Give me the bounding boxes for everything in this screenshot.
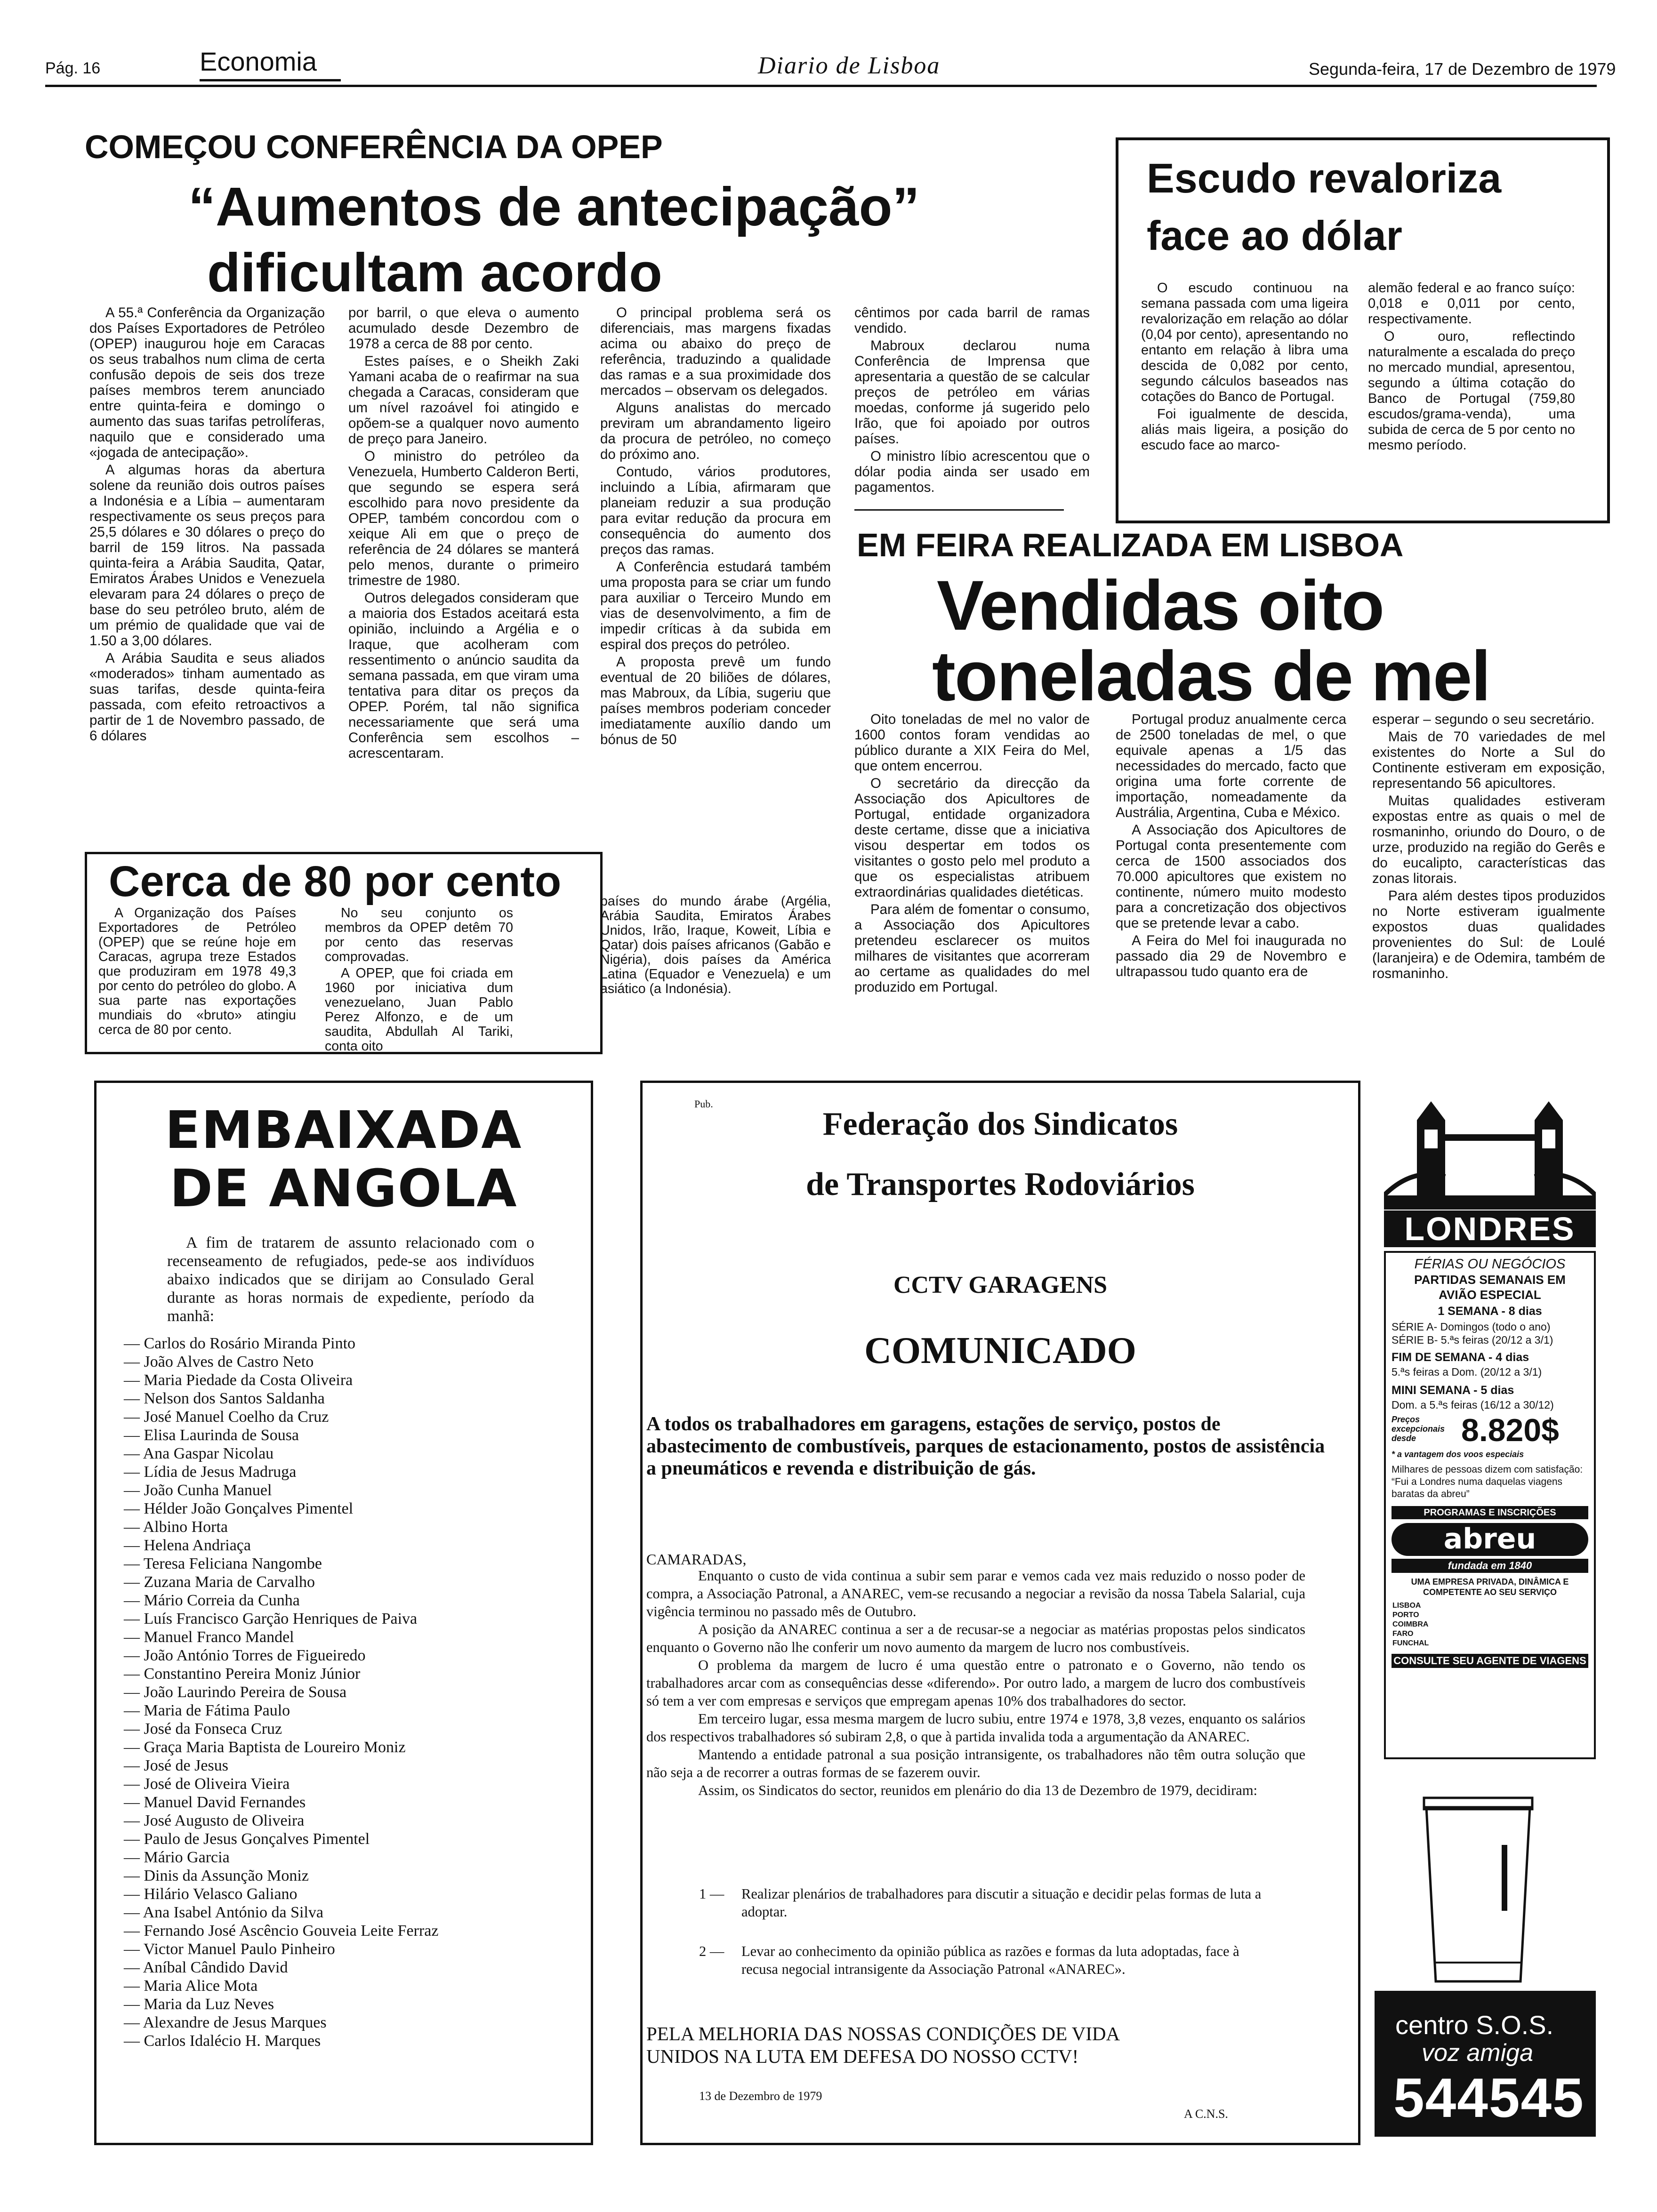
refugee-name: — João Alves de Castro Neto — [124, 1353, 576, 1371]
opep-paragraph: Contudo, vários produtores, incluindo a Líbia, afirmaram que planeiam reduzir a sua produção para evitar redução da procura em consequência do aumento dos preços das ramas. — [600, 464, 831, 557]
mel-paragraph: Para além de fomentar o consumo, a Associação dos Apicultores pretendeu esclarecer os muitos milhares de visitantes que acorreram ao certame as qualidades do mel produzido em Portugal. — [854, 902, 1090, 995]
federacao-title-1: Federação dos Sindicatos — [822, 1106, 1178, 1142]
refugee-name: — Helena Andriaça — [124, 1536, 576, 1555]
opep-end-rule — [854, 509, 1064, 511]
opep-paragraph: A Arábia Saudita e seus aliados «moderados» tinham aumentado as suas tarifas, desde quinta-feira passada, com efeito retroactivos a partir de 1 de Novembro passado, de 6 dólares — [89, 650, 325, 744]
londres-line: 1 SEMANA - 8 dias — [1438, 1305, 1542, 1318]
mel-paragraph: Oito toneladas de mel no valor de 1600 contos foram vendidas ao público durante a XIX Feira do Mel, que ontem encerrou. — [854, 712, 1090, 774]
federacao-signature: A C.N.S. — [1184, 2107, 1228, 2121]
abreu-founded: fundada em 1840 — [1392, 1559, 1588, 1573]
opep-paragraph: A algumas horas da abertura solene da reunião dois outros países a Indonésia e a Líbia – aumentaram respectivamente os seus preços para 25,5 dólares e 30 dólares o preço do barril de 159 litros. Na passada quinta-feira a Arábia Saudita, Qatar, Emiratos Árabes Unidos e Venezuela elevaram para 24 dólares o preço de base do seu petróleo bruto, além de um prémio de qualidade que vai de 1.50 a 3,00 dólares. — [89, 462, 325, 649]
opep-paragraph: O ministro do petróleo da Venezuela, Humberto Calderon Berti, que segundo se espera será escolhido para novo presidente da OPEP, também concordou com o xeique Ali em que o preço de referência de 24 dólares se manterá pelo menos, durante o primeiro trimestre de 1980. — [348, 449, 579, 588]
mel-paragraph: A Associação dos Apicultores de Portugal conta presentemente com cerca de 1500 associados dos 70.000 apicultores que existem no continente, número muito modesto para a concretização dos objectivos que se pretende levar a cabo. — [1116, 822, 1346, 931]
refugee-name: — Carlos Idalécio H. Marques — [124, 2032, 576, 2050]
londres-info-box — [1384, 1251, 1596, 1759]
agency-city: PORTO — [1392, 1611, 1419, 1619]
sos-ad — [1375, 1991, 1596, 2137]
agency-city: FARO — [1392, 1630, 1414, 1638]
mel-paragraph: Muitas qualidades estiveram expostas entre as quais o mel de rosmaninho, oriundo do Douro, o de urze, produzido na região do Gerês e do eucalipto, características das zonas litorais. — [1372, 793, 1605, 886]
agency-city: COIMBRA — [1392, 1620, 1429, 1628]
federacao-title-2: de Transportes Rodoviários — [806, 1166, 1195, 1202]
mel-kicker: EM FEIRA REALIZADA EM LISBOA — [857, 527, 1404, 563]
refugee-name: — Hilário Velasco Galiano — [124, 1885, 576, 1903]
opep-paragraph: cêntimos por cada barril de ramas vendido. — [854, 305, 1090, 336]
escudo-paragraph: alemão federal e ao franco suíço: 0,018 e 0,011 por cento, respectivamente. — [1368, 281, 1575, 327]
londres-price: 8.820$ — [1461, 1412, 1559, 1448]
federacao-camaradas: CAMARADAS, — [646, 1551, 747, 1568]
federacao-subtitle: CCTV GARAGENS — [893, 1272, 1108, 1298]
refugee-name: — Graça Maria Baptista de Loureiro Moniz — [124, 1738, 576, 1756]
refugee-name: — Elisa Laurinda de Sousa — [124, 1426, 576, 1444]
refugee-name: — Manuel Franco Mandel — [124, 1628, 576, 1646]
opep-paragraph: O ministro líbio acrescentou que o dólar podia ainda ser usado em pagamentos. — [854, 449, 1090, 495]
refugee-name: — Manuel David Fernandes — [124, 1793, 576, 1811]
londres-consulte: CONSULTE SEU AGENTE DE VIAGENS — [1392, 1654, 1588, 1668]
section-underline — [200, 79, 341, 81]
cerca-box — [85, 852, 603, 1054]
federacao-box — [640, 1081, 1360, 2145]
tower-bridge-illustration — [1384, 1101, 1596, 1210]
refugee-name: — Mário Correia da Cunha — [124, 1591, 576, 1610]
escudo-paragraph: Foi igualmente de descida, aliás mais ligeira, a posição do escudo face ao marco- — [1141, 407, 1348, 453]
federacao-slogan-1: PELA MELHORIA DAS NOSSAS CONDIÇÕES DE VIDA — [646, 2023, 1120, 2044]
opep-kicker: COMEÇOU CONFERÊNCIA DA OPEP — [85, 128, 663, 165]
federacao-slogan-2: UNIDOS NA LUTA EM DEFESA DO NOSSO CCTV! — [646, 2045, 1079, 2067]
sos-line-2: voz amiga — [1422, 2039, 1533, 2067]
federacao-paragraph: Assim, os Sindicatos do sector, reunidos em plenário do dia 13 de Dezembro de 1979, decidiram: — [698, 1782, 1258, 1798]
escudo-paragraph: O escudo continuou na semana passada com uma ligeira revalorização em relação ao dólar (0,04 por cento), apresentando no entanto em relação à libra uma descida de 0,082 por cento, segundo cálculos baseados nas cotações do Banco de Portugal. — [1141, 281, 1348, 404]
masthead: Diario de Lisboa — [758, 52, 941, 79]
abreu-logo: abreu — [1392, 1523, 1588, 1556]
escudo-headline-1: Escudo revaloriza — [1147, 155, 1502, 201]
londres-line: UMA EMPRESA PRIVADA, DINÂMICA E COMPETENTE AO SEU SERVIÇO — [1411, 1577, 1569, 1597]
mel-paragraph: Mais de 70 variedades de mel existentes do Norte a Sul do Continente estiveram em exposição, representando 56 apicultores. — [1372, 729, 1605, 791]
federacao-item — [699, 1942, 1264, 1978]
refugee-name: — Mário Garcia — [124, 1848, 576, 1867]
opep-paragraph: A proposta prevê um fundo eventual de 20 biliões de dólares, mas Mabroux, da Líbia, sugeriu que países membros poderiam conceder imediatamente auxílio dando um bónus de 50 — [600, 654, 831, 747]
londres-line: AVIÃO ESPECIAL — [1439, 1288, 1541, 1302]
sos-line-1: centro S.O.S. — [1395, 2010, 1554, 2040]
escudo-paragraph: O ouro, reflectindo naturalmente a escalada do preço no mercado mundial, apresentou, segundo a última cotação do Banco de Portugal (759,80 escudos/grama-venda), uma subida de cerca de 5 por cento no mesmo período. — [1368, 329, 1575, 453]
refugee-name: — José Augusto de Oliveira — [124, 1811, 576, 1830]
agency-city: FUNCHAL — [1392, 1639, 1429, 1647]
refugee-name: — Maria da Luz Neves — [124, 1995, 576, 2013]
londres-title: LONDRES — [1384, 1210, 1596, 1247]
londres-line: SÉRIE A- Domingos (todo o ano) — [1392, 1321, 1551, 1333]
cerca-column-2 — [325, 906, 513, 1056]
londres-ad — [1384, 1101, 1596, 1765]
federacao-paragraph: Enquanto o custo de vida continua a subir sem parar e vemos cada vez mais reduzido o nosso poder de compra, a Associação Patronal, a ANAREC, vem-se recusando a negociar a revisão da nossa Tabela Salarial, cuja vigência terminou no passado mês de Outubro. — [646, 1568, 1305, 1619]
federacao-date: 13 de Dezembro de 1979 — [699, 2089, 822, 2103]
opep-headline-2: dificultam acordo — [207, 242, 662, 303]
item-number: 2 — — [699, 1943, 724, 1959]
sos-phone: 544545 — [1393, 2067, 1585, 2129]
opep-column-1 — [89, 305, 325, 745]
cerca-paragraph: No seu conjunto os membros da OPEP detêm 70 por cento das reservas comprovadas. — [325, 906, 513, 964]
cerca-headline: Cerca de 80 por cento — [109, 858, 562, 906]
refugee-name: — Ana Isabel António da Silva — [124, 1903, 576, 1922]
item-text: Realizar plenários de trabalhadores para discutir a situação e decidir pelas formas de luta a adoptar. — [741, 1886, 1262, 1920]
refugee-name: — Carlos do Rosário Miranda Pinto — [124, 1334, 576, 1353]
londres-line: * a vantagem dos voos especiais — [1392, 1450, 1524, 1459]
page-number: Pág. 16 — [45, 59, 101, 77]
refugee-name: — Nelson dos Santos Saldanha — [124, 1389, 576, 1408]
section-name: Economia — [200, 47, 317, 76]
refugee-name: — Fernando José Ascêncio Gouveia Leite Ferraz — [124, 1922, 576, 1940]
item-text: Levar ao conhecimento da opinião pública as razões e formas da luta adoptadas, face à recusa negocial intransigente da Associação Patronal «ANAREC». — [741, 1943, 1239, 1977]
federacao-paragraph: Em terceiro lugar, essa mesma margem de lucro subiu, entre 1974 e 1978, 3,8 vezes, enquanto os salários dos respectivos trabalhadores só subiram 2,8, o que à partida invalida toda a argumentação da ANAREC. — [646, 1711, 1305, 1745]
refugee-name: — José de Oliveira Vieira — [124, 1775, 576, 1793]
refugee-name: — Lídia de Jesus Madruga — [124, 1463, 576, 1481]
opep-paragraph: Mabroux declarou numa Conferência de Imprensa que apresentaria a questão de se calcular preços de petróleo em várias moedas, conforme já sugerido pelo Irão, que foi apoiado por outros países. — [854, 338, 1090, 447]
opep-paragraph: Estes países, e o Sheikh Zaki Yamani acaba de o reafirmar na sua chegada a Caracas, consideram que um nível razoável foi atingido e opõem-se a qualquer novo aumento de preço para Janeiro. — [348, 353, 579, 447]
angola-title-2: DE ANGOLA — [169, 1158, 518, 1218]
refugee-name: — João Laurindo Pereira de Sousa — [124, 1683, 576, 1701]
cerca-paragraph: A OPEP, que foi criada em 1960 por iniciativa dum venezuelano, Juan Pablo Perez Alfonzo, e de um saudita, Abdullah Al Tariki, conta oito — [325, 966, 513, 1054]
mel-headline-1: Vendidas oito — [937, 566, 1384, 645]
refugee-name: — Hélder João Gonçalves Pimentel — [124, 1499, 576, 1518]
cerca-paragraph: A Organização dos Países Exportadores de Petróleo (OPEP) que se reúne hoje em Caracas, agrupa treze Estados que produziram em 1978 49,3 por cento do petróleo do globo. A sua parte nas exportações mundiais do «bruto» atingiu cerca de 80 por cento. — [98, 906, 296, 1037]
escudo-column-2 — [1368, 281, 1575, 455]
refugee-name: — Dinis da Assunção Moniz — [124, 1867, 576, 1885]
mel-column-1 — [854, 712, 1090, 997]
refugee-name: — José Manuel Coelho da Cruz — [124, 1408, 576, 1426]
federacao-lead: A todos os trabalhadores em garagens, estações de serviço, postos de abastecimento de combustíveis, parques de estacionamento, postos de assistência a pneumáticos e revenda e distribuição de gás. — [646, 1413, 1325, 1479]
federacao-paragraph: O problema da margem de lucro é uma questão entre o patronato e o Governo, não tendo os trabalhadores arcar com as consequências desse «diferendo». Por outro lado, a margem de lucro dos combustíveis só tem a ver com empresas e serviços que empregam apenas 10% dos trabalhadores do sector. — [646, 1657, 1305, 1709]
federacao-paragraph: Mantendo a entidade patronal a sua posição intransigente, os trabalhadores não têm outra solução que não seja a de recorrer a outras formas de se fazerem ouvir. — [646, 1747, 1305, 1780]
mel-column-2 — [1116, 712, 1346, 981]
londres-line: FIM DE SEMANA - 4 dias — [1392, 1351, 1529, 1364]
angola-title-1: EMBAIXADA — [165, 1100, 523, 1160]
londres-line: MINI SEMANA - 5 dias — [1392, 1384, 1514, 1397]
cerca-paragraph: países do mundo árabe (Argélia, Arábia Saudita, Emiratos Árabes Unidos, Irão, Iraque, Koweit, Líbia e Qatar) dois países africanos (Gabão e Nigéria), dois países da América Latina (Equador e Venezuela) e um asiático (a Indonésia). — [600, 894, 831, 996]
opep-headline-1: “Aumentos de antecipação” — [188, 176, 920, 237]
angola-intro: A fim de tratarem de assunto relacionado com o recenseamento de refugiados, pede-se aos indivíduos abaixo indicados que se dirijam ao Consulado Geral durante as horas normais de expediente, período da manhã: — [167, 1234, 534, 1325]
date-line: Segunda-feira, 17 de Dezembro de 1979 — [1309, 59, 1616, 79]
opep-paragraph: por barril, o que eleva o aumento acumulado desde Dezembro de 1978 a cerca de 88 por cento. — [348, 305, 579, 352]
mel-paragraph: O secretário da direcção da Associação dos Apicultores de Portugal, entidade organizadora deste certame, disse que a iniciativa visou despertar em todos os visitantes o gosto pelo mel produto a que os especialistas atribuem extraordinárias qualidades dietéticas. — [854, 776, 1090, 900]
pub-label: Pub. — [694, 1098, 713, 1110]
opep-column-2 — [348, 305, 579, 763]
londres-line: SÉRIE B- 5.ªs feiras (20/12 a 3/1) — [1392, 1334, 1553, 1346]
londres-line: PARTIDAS SEMANAIS EM — [1414, 1273, 1566, 1287]
trash-bin-illustration — [1417, 1793, 1539, 1991]
federacao-item — [699, 1885, 1264, 1921]
angola-name-list — [124, 1334, 576, 2050]
opep-paragraph: Outros delegados consideram que a maioria dos Estados aceitará esta opinião, incluindo a Argélia e o Iraque, que acolheram com ressentimento o anúncio saudita da semana passada, em que viram uma tentativa para ditar os preços da OPEP. Porém, tal não significa necessariamente que será uma Conferência sem escolhos – acrescentaram. — [348, 590, 579, 761]
opep-paragraph: A 55.ª Conferência da Organização dos Países Exportadores de Petróleo (OPEP) inaugurou hoje em Caracas os seus trabalhos num clima de certa confusão depois de seis dos treze países membros terem anunciado entre quinta-feira e domingo o aumento das suas tarifas petrolíferas, naquilo que e considerado uma «jogada de antecipação». — [89, 305, 325, 460]
agency-city: LISBOA — [1392, 1602, 1421, 1610]
refugee-name: — José da Fonseca Cruz — [124, 1720, 576, 1738]
opep-column-3 — [600, 305, 831, 749]
escudo-headline-2: face ao dólar — [1147, 212, 1402, 259]
opep-paragraph: O principal problema será os diferenciais, mas margens fixadas acima ou abaixo do preço de referência, traduzindo a qualidade das ramas e a sua proximidade dos mercados – observam os delegados. — [600, 305, 831, 398]
mel-column-3 — [1372, 712, 1605, 983]
header-rule — [45, 85, 1597, 87]
refugee-name: — Paulo de Jesus Gonçalves Pimentel — [124, 1830, 576, 1848]
cerca-column-1 — [98, 906, 296, 1039]
mel-paragraph: Para além destes tipos produzidos no Norte estiveram igualmente expostos duas qualidades provenientes do Sul: de Loulé (laranjeira) e de Odemira, também de rosmaninho. — [1372, 888, 1605, 981]
refugee-name: — Luís Francisco Garção Henriques de Paiva — [124, 1610, 576, 1628]
londres-line: FÉRIAS OU NEGÓCIOS — [1414, 1257, 1566, 1272]
mel-paragraph: esperar – segundo o seu secretário. — [1372, 712, 1595, 727]
refugee-name: — Teresa Feliciana Nangombe — [124, 1555, 576, 1573]
escudo-box — [1116, 137, 1610, 523]
refugee-name: — Maria de Fátima Paulo — [124, 1701, 576, 1720]
refugee-name: — Aníbal Cândido David — [124, 1958, 576, 1977]
mel-paragraph: A Feira do Mel foi inaugurada no passado dia 29 de Novembro e ultrapassou tudo quanto era de — [1116, 933, 1346, 979]
londres-line: 5.ªs feiras a Dom. (20/12 a 3/1) — [1392, 1366, 1542, 1378]
londres-programas: PROGRAMAS E INSCRIÇÕES — [1392, 1506, 1588, 1519]
refugee-name: — Ana Gaspar Nicolau — [124, 1444, 576, 1463]
mel-headline-2: toneladas de mel — [932, 636, 1490, 715]
refugee-name: — Alexandre de Jesus Marques — [124, 2013, 576, 2032]
refugee-name: — Victor Manuel Paulo Pinheiro — [124, 1940, 576, 1958]
refugee-name: — Maria Piedade da Costa Oliveira — [124, 1371, 576, 1389]
refugee-name: — José de Jesus — [124, 1756, 576, 1775]
federacao-paragraph: A posição da ANAREC continua a ser a de recusar-se a negociar as matérias propostas pelos sindicatos enquanto o Governo não lhe conferir um novo aumento da margem de lucro nos combustíveis. — [646, 1621, 1305, 1655]
londres-line: Milhares de pessoas dizem com satisfação: “Fui a Londres numa daquelas viagens baratas da abreu” — [1392, 1464, 1583, 1499]
item-number: 1 — — [699, 1886, 724, 1902]
agency-cities — [1392, 1601, 1589, 1648]
cerca-column-3 — [600, 894, 831, 998]
refugee-name: — Albino Horta — [124, 1518, 576, 1536]
escudo-column-1 — [1141, 281, 1348, 455]
refugee-name: — Zuzana Maria de Carvalho — [124, 1573, 576, 1591]
refugee-name: — João António Torres de Figueiredo — [124, 1646, 576, 1665]
refugee-name: — João Cunha Manuel — [124, 1481, 576, 1499]
federacao-body — [646, 1567, 1305, 1799]
mel-paragraph: Portugal produz anualmente cerca de 2500 toneladas de mel, o que equivale apenas a 1/5 das necessidades do mercado, facto que origina uma forte corrente de importação, nomeadamente da Austrália, Argentina, Cuba e México. — [1116, 712, 1346, 820]
opep-paragraph: Alguns analistas do mercado previram um abrandamento ligeiro da procura de petróleo, no começo do próximo ano. — [600, 400, 831, 462]
londres-line: Preços excepcionais desde — [1392, 1415, 1445, 1443]
opep-paragraph: A Conferência estudará também uma proposta para se criar um fundo para auxiliar o Terceiro Mundo em vias de desenvolvimento, a fim de impedir críticas à da subida em espiral dos preços do petróleo. — [600, 559, 831, 652]
opep-column-4 — [854, 305, 1090, 497]
refugee-name: — Maria Alice Mota — [124, 1977, 576, 1995]
refugee-name: — Constantino Pereira Moniz Júnior — [124, 1665, 576, 1683]
londres-line: Dom. a 5.ªs feiras (16/12 a 30/12) — [1392, 1399, 1554, 1411]
angola-box — [94, 1081, 593, 2145]
federacao-comunicado: COMUNICADO — [864, 1330, 1136, 1371]
